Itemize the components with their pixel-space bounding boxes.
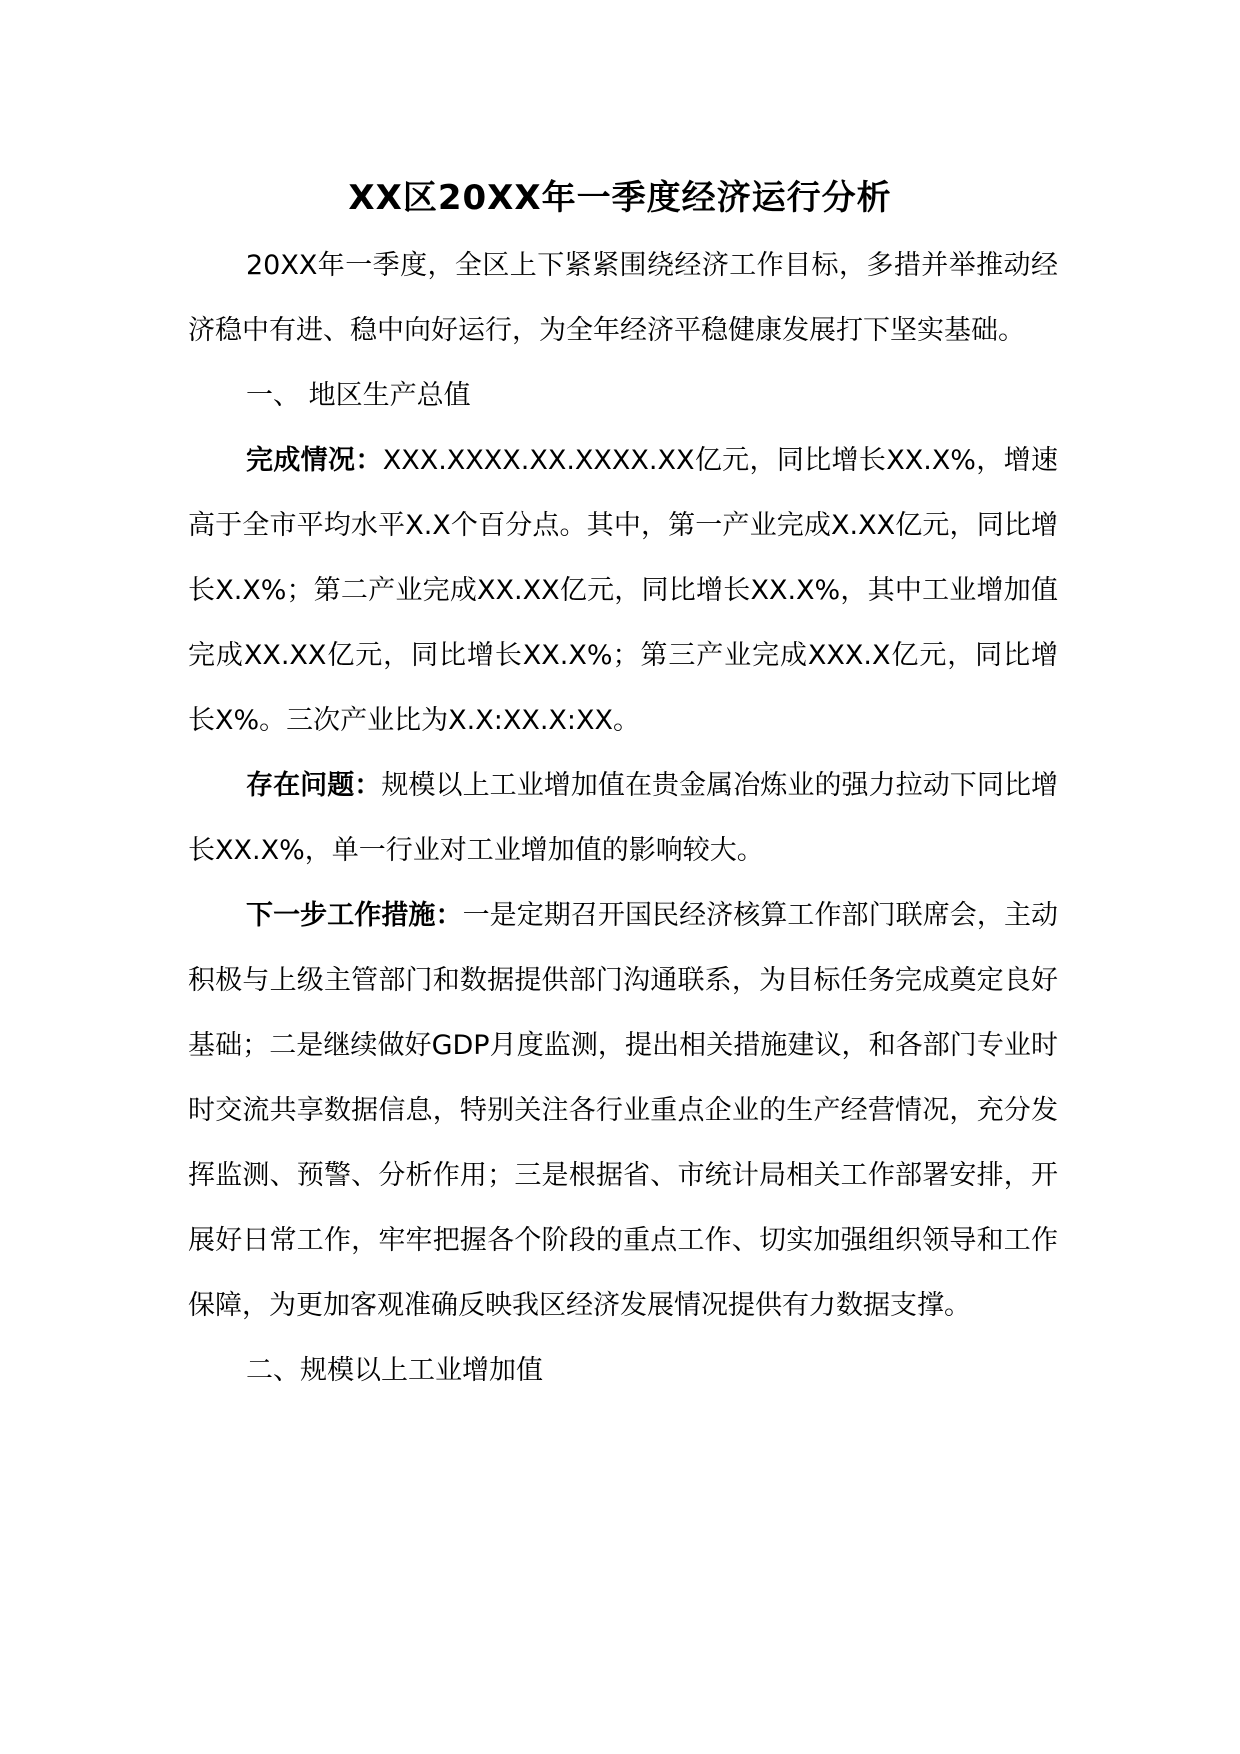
section-heading-industry: 二、规模以上工业增加值 bbox=[246, 1355, 543, 1386]
completion-label: 完成情况： bbox=[246, 445, 383, 476]
document-title: XX区20XX年一季度经济运行分析 bbox=[348, 178, 892, 218]
completion-paragraph bbox=[188, 428, 1058, 753]
problems-label: 存在问题： bbox=[246, 770, 382, 801]
document-body bbox=[188, 233, 1058, 1403]
measures-text: 一是定期召开国民经济核算工作部门联席会，主动积极与上级主管部门和数据提供部门沟通联系，为目标任务完成奠定良好基础；二是继续做好GDP月度监测，提出相关措施建议，和各部门专业时时交流共享数据信息，特别关注各行业重点企业的生产经营情况，充分发挥监测、预警、分析作用；三是根据省、市统计局相关工作部署安排，开展好日常工作，牢牢把握各个阶段的重点工作、切实加强组织领导和工作保障，为更加客观准确反映我区经济发展情况提供有力数据支撑。 bbox=[188, 900, 1059, 1321]
problems-paragraph bbox=[188, 753, 1058, 883]
problems-text: 规模以上工业增加值在贵金属冶炼业的强力拉动下同比增长XX.X%，单一行业对工业增加值的影响较大。 bbox=[188, 770, 1059, 866]
intro-paragraph: 20XX年一季度，全区上下紧紧围绕经济工作目标，多措并举推动经济稳中有进、稳中向好运行，为全年经济平稳健康发展打下坚实基础。 bbox=[188, 250, 1058, 346]
section-heading-gdp: 一、 地区生产总值 bbox=[246, 380, 471, 411]
measures-paragraph bbox=[188, 883, 1058, 1338]
measures-label: 下一步工作措施： bbox=[246, 900, 463, 931]
completion-text: XXX.XXXX.XX.XXXX.XX亿元，同比增长XX.X%，增速高于全市平均水平X.X个百分点。其中，第一产业完成X.XX亿元，同比增长X.X%；第二产业完成XX.XX亿元，同比增长XX.X%，其中工业增加值完成XX.XX亿元，同比增长XX.X%；第三产业完成XXX.X亿元，同比增长X%。三次产业比为X.X:XX.X:XX。 bbox=[188, 445, 1058, 736]
